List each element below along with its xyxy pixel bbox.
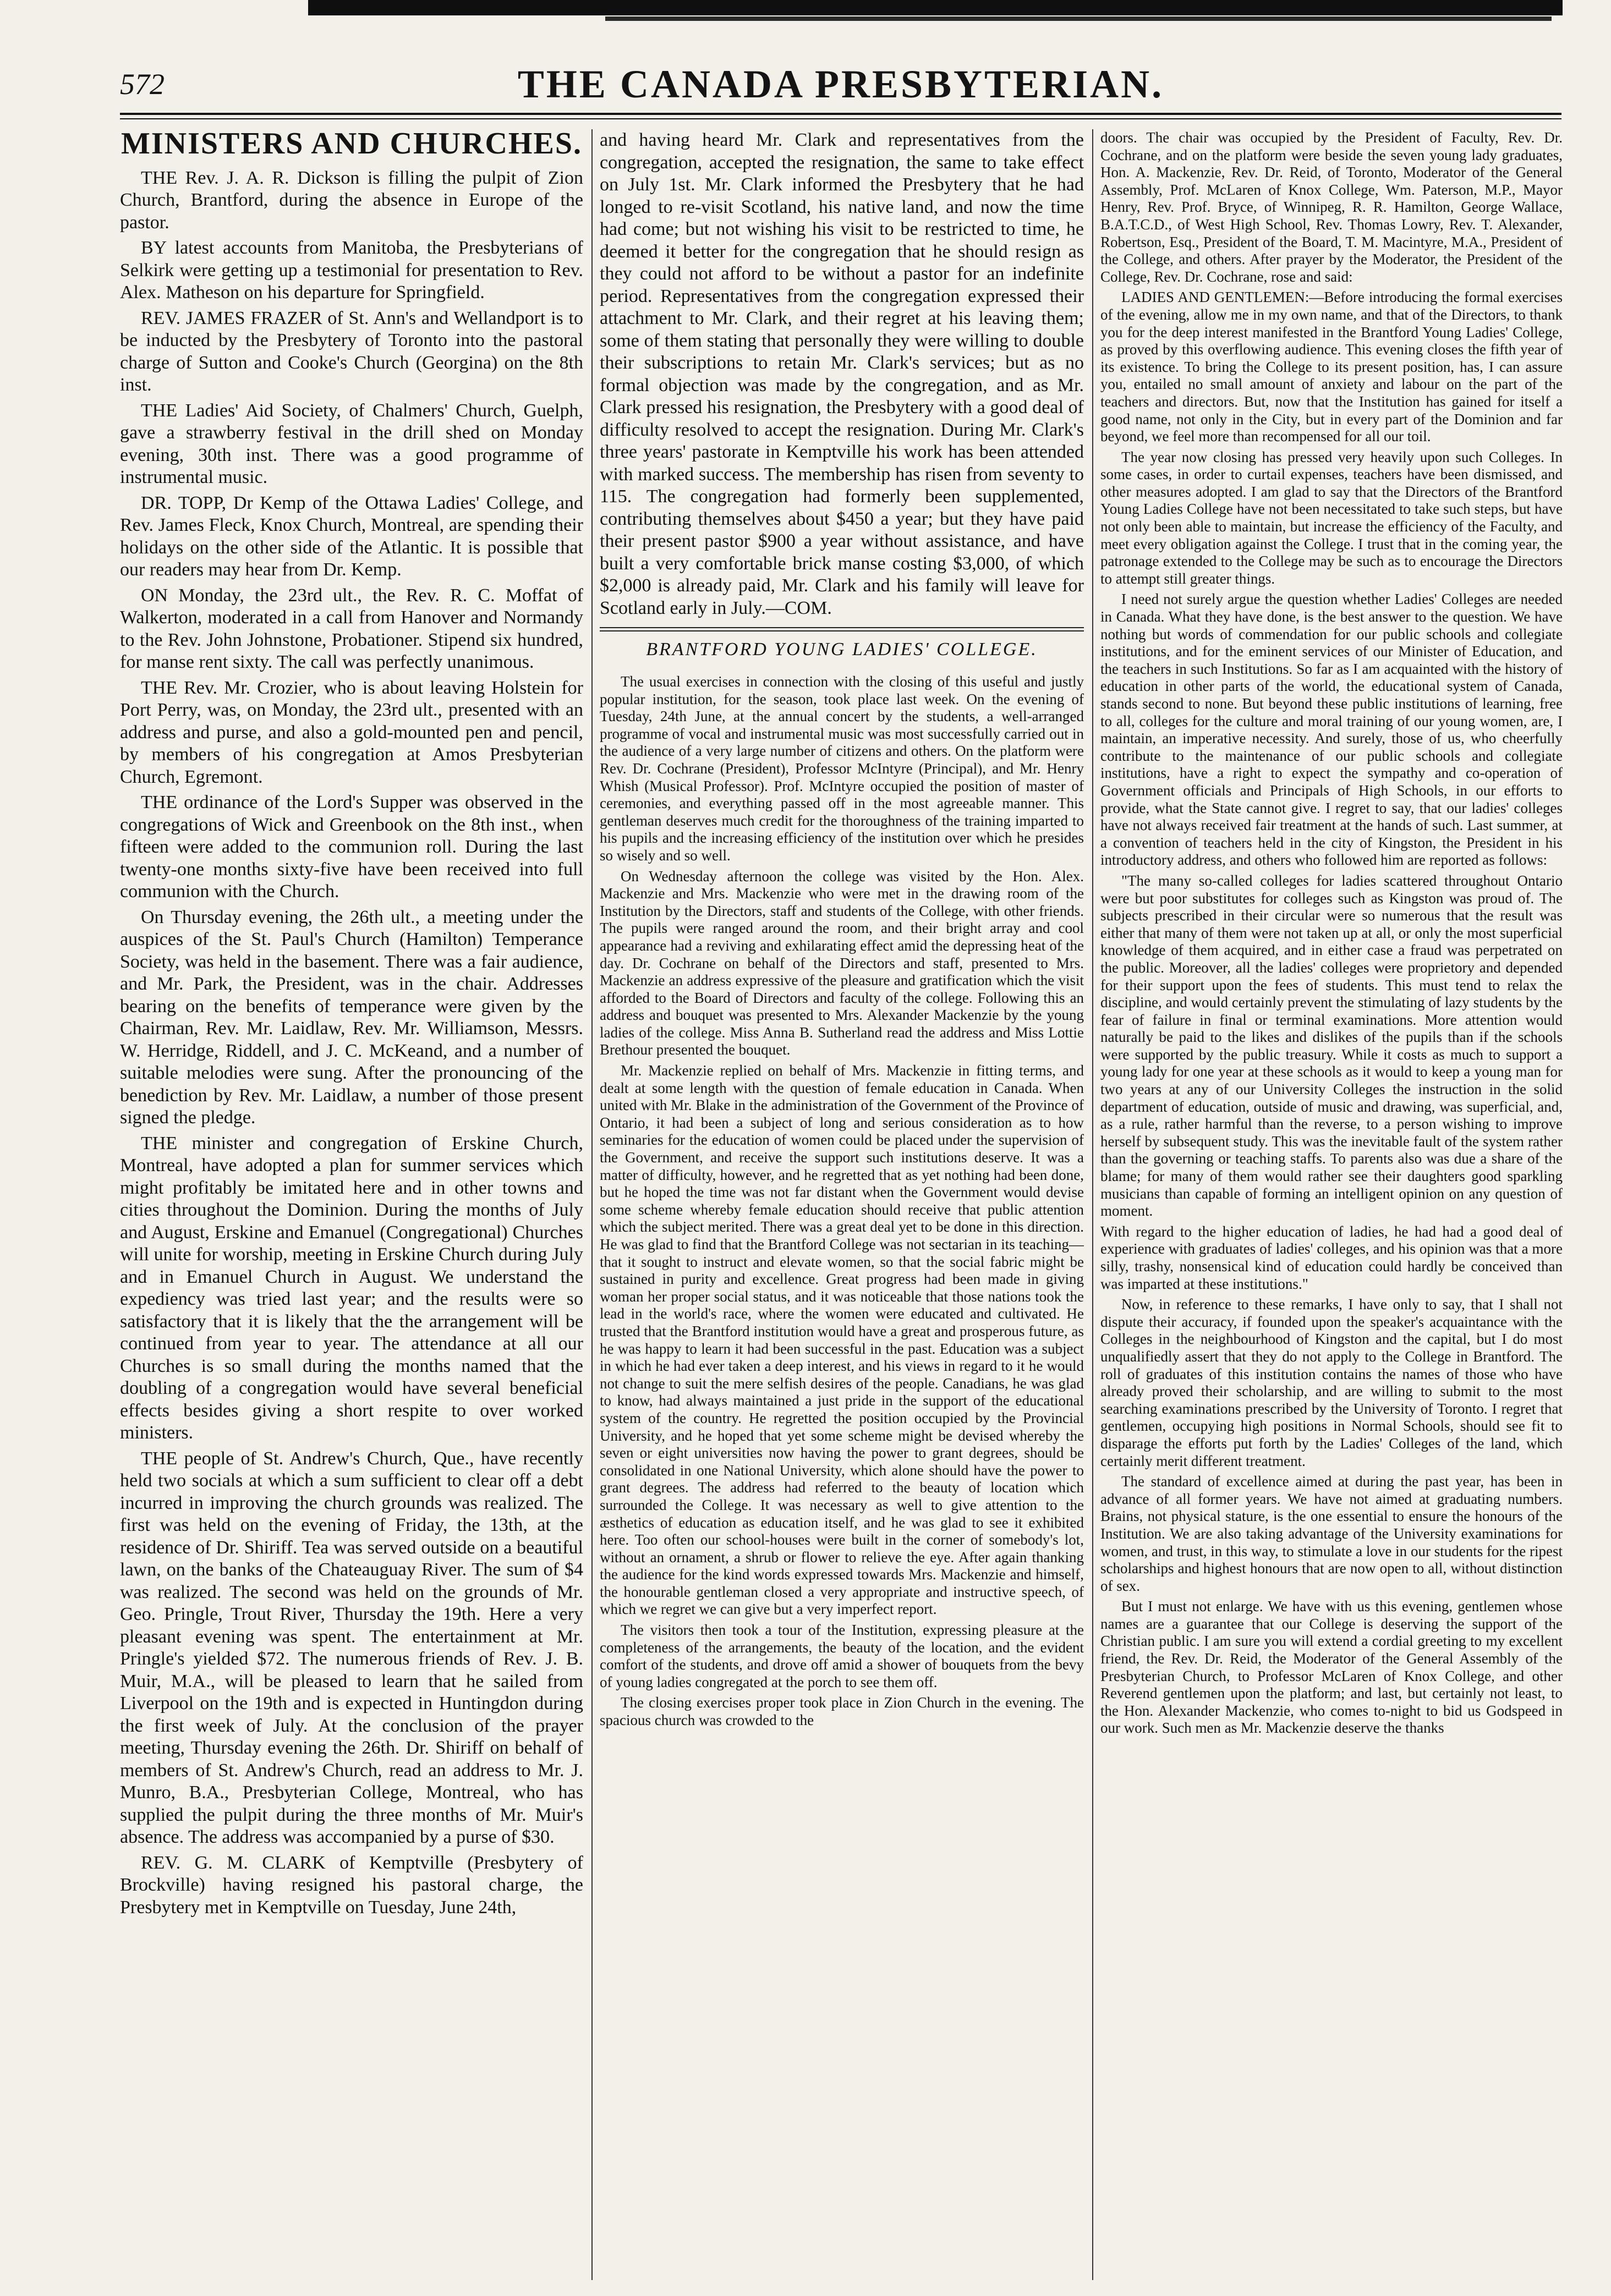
article-paragraph: On Wednesday afternoon the college was visited by the Hon. Alex. Mackenzie and Mrs. Mackenzie who were met in the drawing room of the Institution by the Directors, staff and students of the College, with other friends. The pupils were ranged around the room, and their bright array and cool appearance had a reviving and exhilarating effect amid the depressing heat of the day. Dr. Cochrane on behalf of the Directors and staff, presented to Mrs. Mackenzie an address expressive of the pleasure and gratification which the visit afforded to the Board of Directors and faculty of the college. Following this an address and bouquet was presented to Mrs. Alexander Mackenzie by the young ladies of the college. Miss Anna B. Sutherland read the address and Miss Lottie Brethour presented the bouquet. (600, 867, 1084, 1058)
newspaper-title: THE CANADA PRESBYTERIAN. (517, 62, 1164, 106)
news-item: REV. JAMES FRAZER of St. Ann's and Wellandport is to be inducted by the Presbytery of Toronto into the pastoral charge of Sutton and Cooke's Church (Georgina) on the 8th inst. (120, 307, 583, 395)
page-header (120, 59, 1561, 109)
news-item: DR. TOPP, Dr Kemp of the Ottawa Ladies' College, and Rev. James Fleck, Knox Church, Montreal, are spending their holidays on the other side of the Atlantic. It is possible that our readers may hear from Dr. Kemp. (120, 492, 583, 580)
scan-edge-bar-thin (605, 17, 1552, 21)
article-paragraph: The year now closing has pressed very heavily upon such Colleges. In some cases, in order to curtail expenses, teachers have been dismissed, and other measures adopted. I am glad to say that the Directors of the Brantford Young Ladies College have not been necessitated to take such steps, but have not only been able to maintain, but increase the efficiency of the Faculty, and meet every obligation against the College. I trust that in the coming year, the patronage extended to the College may be such as to encourage the Directors to attempt still greater things. (1100, 448, 1563, 587)
article-paragraph: doors. The chair was occupied by the President of Faculty, Rev. Dr. Cochrane, and on the platform were beside the seven young lady graduates, Hon. A. Mackenzie, Rev. Dr. Reid, of Toronto, Moderator of the General Assembly, Prof. McLaren of Knox College, Wm. Paterson, M.P., Mayor Henry, Rev. Prof. Bryce, of Winnipeg, R. R. Hamilton, George Wallace, B.A.T.C.D., of West High School, Rev. Thomas Lowry, Rev. T. Alexander, Robertson, Esq., President of the Board, T. M. Macintyre, M.A., President of the College, and others. After prayer by the Moderator, the President of the College, Rev. Dr. Cochrane, rose and said: (1100, 129, 1563, 285)
page-number: 572 (120, 68, 165, 101)
news-item: THE minister and congregation of Erskine Church, Montreal, have adopted a plan for summer services which might profitably be imitated here and in other towns and cities throughout the Dominion. During the months of July and August, Erskine and Emanuel (Congregational) Churches will unite for worship, meeting in Erskine Church during July and in Emanuel Church in August. We understand the expediency was tried last year; and the results were so satisfactory that it is likely that the the arrangement will be continued from year to year. The attendance at all our Churches is so small during the months named that the doubling of a congregation would have several beneficial effects besides giving a short respite to over worked ministers. (120, 1133, 583, 1443)
news-item: On Thursday evening, the 26th ult., a meeting under the auspices of the St. Paul's Church (Hamilton) Temperance Society, was held in the basement. There was a fair audience, and Mr. Park, the President, was in the chair. Addresses bearing on the benefits of temperance were given by the Chairman, Rev. Mr. Laidlaw, Rev. Mr. Williamson, Messrs. W. Herridge, Riddell, and J. C. McKeand, and a number of suitable melodies were sung. After the pronouncing of the benediction by Rev. Mr. Laidlaw, a number of those present signed the pledge. (120, 907, 583, 1128)
article-paragraph: Now, in reference to these remarks, I have only to say, that I shall not dispute their accuracy, if founded upon the speaker's acquaintance with the Colleges in the neighbourhood of Kingston and the capital, but I do most unqualifiedly assert that they do not apply to the College in Brantford. The roll of graduates of this institution contains the names of those who have already proved their scholarship, and are willing to submit to the most searching examinations prescribed by the University of Toronto. I regret that gentlemen, occupying high positions in Normal Schools, should see fit to disparage the efforts put forth by the Ladies' Colleges of the land, which certainly merit different treatment. (1100, 1296, 1563, 1469)
article-paragraph: With regard to the higher education of ladies, he had had a good deal of experience with graduates of ladies' colleges, and his opinion was that a more silly, trashy, nonsensical kind of education could hardly be conceived than was imparted at these institutions." (1100, 1223, 1563, 1292)
scan-edge-bar (308, 0, 1563, 15)
article-heading-brantford: BRANTFORD YOUNG LADIES' COLLEGE. (646, 639, 1038, 660)
news-item: THE Ladies' Aid Society, of Chalmers' Church, Guelph, gave a strawberry festival in the drill shed on Monday evening, 30th inst. There was a good programme of instrumental music. (120, 400, 583, 487)
news-item: THE ordinance of the Lord's Supper was observed in the congregations of Wick and Greenbook on the 8th inst., when fifteen were added to the communion roll. During the last twenty-one months sixty-five have been received into full communion with the Church. (120, 792, 583, 902)
news-item: BY latest accounts from Manitoba, the Presbyterians of Selkirk were getting up a testimonial for presentation to Rev. Alex. Matheson on his departure for Springfield. (120, 238, 583, 303)
article-paragraph: I need not surely argue the question whether Ladies' Colleges are needed in Canada. What they have done, is the best answer to the question. We have nothing but words of commendation for our public schools and collegiate institutions, and for the eminent services of our Minister of Education, and the teachers in such Institutions. So far as I am acquainted with the history of education in other parts of the world, the educational system of Canada, stands second to none. But beyond these public institutions of learning, free to all, colleges for the culture and moral training of our young women, are, I maintain, an imperative necessity. And surely, those of us, who cheerfully contribute to the maintenance of our public schools and collegiate institutions, have a right to expect the sympathy and co-operation of Government officials and Principals of High Schools, in our efforts to provide, what the State cannot give. I regret to say, that our ladies' colleges have not always received fair treatment at the hands of such. Last summer, at a convention of teachers held in the city of Kingston, the President in his introductory address, and others who followed him are reported as follows: (1100, 591, 1563, 869)
section-rule (600, 630, 1084, 631)
column-2 (600, 129, 1084, 2280)
column-1 (120, 129, 583, 2280)
news-item: ON Monday, the 23rd ult., the Rev. R. C. Moffat of Walkerton, moderated in a call from Hanover and Normandy to the Rev. John Johnstone, Probationer. Stipend six hundred, for manse rent sixty. The call was perfectly unanimous. (120, 585, 583, 672)
article-paragraph: LADIES AND GENTLEMEN:—Before introducing the formal exercises of the evening, allow me in my own name, and that of the Directors, to thank you for the deep interest manifested in the Brantford Young Ladies' College, as proved by this overflowing audience. This evening closes the fifth year of its existence. To bring the College to its present position, has, I can assure you, entailed no small amount of anxiety and labour on the part of the teachers and directors. But, now that the Institution has gained for itself a good name, not only in the City, but in every part of the Dominion and far beyond, we feel more than recompensed for all our toil. (1100, 289, 1563, 445)
article-paragraph: The standard of excellence aimed at during the past year, has been in advance of all former years. We have not aimed at graduating numbers. Brains, not physical stature, is the one essential to ensure the honours of the Institution. We are also taking advantage of the University examinations for women, and trust, in this way, to stimulate a love in our students for the ripest scholarships and highest honours that are now open to all, without distinction of sex. (1100, 1473, 1563, 1594)
section-rule (600, 627, 1084, 628)
header-rule (120, 113, 1561, 115)
article-paragraph: But I must not enlarge. We have with us this evening, gentlemen whose names are a guarantee that our College is deserving the support of the Christian public. I am sure you will extend a cordial greeting to my excellent friend, the Rev. Dr. Reid, the Moderator of the General Assembly of the Presbyterian Church, to Professor McLaren of Knox College, and other Reverend gentlemen upon the platform; and last, but certainly not least, to the Hon. Alexander Mackenzie, who comes to-night to bid us Godspeed in our work. Such men as Mr. Mackenzie deserve the thanks (1100, 1598, 1563, 1737)
column-divider (591, 129, 593, 2280)
article-paragraph: The closing exercises proper took place in Zion Church in the evening. The spacious church was crowded to the (600, 1694, 1084, 1729)
article-paragraph: The visitors then took a tour of the Institution, expressing pleasure at the completeness of the arrangements, the beauty of the location, and the evident comfort of the students, and drove off amid a shower of bouquets from the bevy of young ladies congregated at the porch to see them off. (600, 1622, 1084, 1690)
column-3 (1100, 129, 1563, 2280)
news-item-continued: and having heard Mr. Clark and representatives from the congregation, accepted the resignation, the same to take effect on July 1st. Mr. Clark informed the Presbytery that he had longed to re-visit Scotland, his native land, and now the time had come; but not wishing his visit to be restricted to time, he deemed it better for the congregation that he should resign as they could not afford to be without a pastor for an indefinite period. Representatives from the congregation expressed their attachment to Mr. Clark, and their regret at his leaving them; some of them stating that personally they were willing to double their subscriptions to retain Mr. Clark's services; but as no formal objection was made by the congregation, and as Mr. Clark pressed his resignation, the Presbytery with a good deal of difficulty resolved to accept the resignation. During Mr. Clark's three years' pastorate in Kemptville his work has been attended with marked success. The membership has risen from seventy to 115. The congregation had formerly been supplemented, contributing themselves about $450 a year; but they have paid their present pastor $900 a year without assistance, and have built a very comfortable brick manse costing $3,000, of which $2,000 is already paid, Mr. Clark and his family will leave for Scotland early in July.—COM. (600, 130, 1084, 618)
article-paragraph: The usual exercises in connection with the closing of this useful and justly popular institution, for the season, took place last week. On the evening of Tuesday, 24th June, at the annual concert by the students, a well-arranged programme of vocal and instrumental music was most successfully carried out in the audience of a very large number of citizens and others. On the platform were Rev. Dr. Cochrane (President), Professor McIntyre (Principal), and Mr. Henry Whish (Musical Professor). Prof. McIntyre occupied the position of master of ceremonies, and everything passed off in the most agreeable manner. This gentleman deserves much credit for the thoroughness of the training imparted to his pupils and the increasing efficiency of the institution over which he presides so wisely and so well. (600, 673, 1084, 864)
article-paragraph: "The many so-called colleges for ladies scattered throughout Ontario were but poor substitutes for colleges such as Kingston was proud of. The subjects prescribed in their circular were so numerous that the result was either that many of them were not taken up at all, or only the most superficial knowledge of them acquired, and in either case a fraud was perpetrated on the public. Moreover, all the ladies' colleges were proprietory and depended for their support upon the fees of students. This must tend to relax the discipline, and would certainly prevent the stimulating of lazy students by the fear of failure in final or terminal examinations. More attention would naturally be paid to the likes and dislikes of the pupils than if the schools were supported by the public treasury. While it costs as much to support a young lady for one year at these schools as it would to keep a young man for two years at any of our University Colleges the instruction in the solid department of education, outside of music and drawing, was superficial, and, as a rule, rather harmful than the reverse, to a person wishing to improve herself by subsequent study. This was the inevitable fault of the system rather than the governing or teaching staffs. To parents also was due a share of the blame; for many of them would rather see their daughters good sparkling musicians than capable of forming an intelligent opinion on any question of moment. (1100, 872, 1563, 1220)
news-item: THE Rev. Mr. Crozier, who is about leaving Holstein for Port Perry, was, on Monday, the 23rd ult., presented with an address and purse, and also a gold-mounted pen and pencil, by members of his congregation at Amos Presbyterian Church, Egremont. (120, 677, 583, 787)
news-item: THE people of St. Andrew's Church, Que., have recently held two socials at which a sum sufficient to clear off a debt incurred in improving the church grounds was realized. The first was held on the evening of Friday, the 13th, at the residence of Dr. Shiriff. Tea was served outside on a beautiful lawn, on the banks of the Chateauguay River. The sum of $4 was realized. The second was held on the grounds of Mr. Geo. Pringle, Trout River, Thursday the 19th. Here a very pleasant evening was spent. The entertainment at Mr. Pringle's yielded $72. The numerous friends of Rev. J. B. Muir, M.A., will be pleased to learn that he sailed from Liverpool on the 19th and is expected in Huntingdon during the first week of July. At the conclusion of the prayer meeting, Thursday evening the 26th. Dr. Shiriff on behalf of members of St. Andrew's Church, read an address to Mr. J. Munro, B.A., Presbyterian College, Montreal, who has supplied the pulpit during the three months of Mr. Muir's absence. The address was accompanied by a purse of $30. (120, 1448, 583, 1847)
section-heading-ministers: MINISTERS AND CHURCHES. (121, 129, 582, 161)
news-item: REV. G. M. CLARK of Kemptville (Presbytery of Brockville) having resigned his pastoral charge, the Presbytery met in Kemptville on Tuesday, June 24th, (120, 1852, 583, 1918)
header-rule-thin (120, 118, 1561, 119)
column-divider (1092, 129, 1093, 2280)
article-paragraph: Mr. Mackenzie replied on behalf of Mrs. Mackenzie in fitting terms, and dealt at some length with the question of female education in Canada. When united with Mr. Blake in the administration of the Government of the Province of Ontario, it had been a subject of long and serious consideration as to how seminaries for the education of women could be placed under the supervision of the Government, and receive the support such institutions deserve. It was a matter of difficulty, however, and he regretted that as yet nothing had been done, but he hoped the time was not far distant when the Government would devise some scheme whereby female education should receive that public attention which the subject merited. There was a great deal yet to be done in this direction. He was glad to find that the Brantford College was not sectarian in its teaching—that it sought to instruct and elevate women, so that the social fabric might be sustained in purity and excellence. Great progress had been made in giving woman her proper social status, and it was noticeable that those nations took the lead in the world's race, where the women were educated and cultivated. He trusted that the Brantford institution would have a great and prosperous future, as he was happy to learn it had been successful in the past. Education was a subject in which he had ever taken a deep interest, and his views in regard to it he would not change to suit the mere selfish desires of the people. Canadians, he was glad to know, had always maintained a just pride in the support of the educational system of the country. He regretted the position occupied by the Provincial University, and he hoped that yet some scheme might be devised whereby the seven or eight universities now having the power to grant degrees, should be consolidated in one National University, which alone should have the power to grant degrees. The address had referred to the beauty of location which surrounded the College. It was necessary as well to give attention to the æsthetics of education as education itself, and he was glad to see it exhibited here. Too often our school-houses were built in the corner of somebody's lot, without an ornament, a shrub or flower to relieve the eye. After again thanking the audience for the kind words expressed towards Mrs. Mackenzie and himself, the honourable gentleman closed a very appropriate and instructive speech, of which we regret we can give but a very imperfect report. (600, 1062, 1084, 1618)
news-item: THE Rev. J. A. R. Dickson is filling the pulpit of Zion Church, Brantford, during the absence in Europe of the pastor. (120, 167, 583, 233)
